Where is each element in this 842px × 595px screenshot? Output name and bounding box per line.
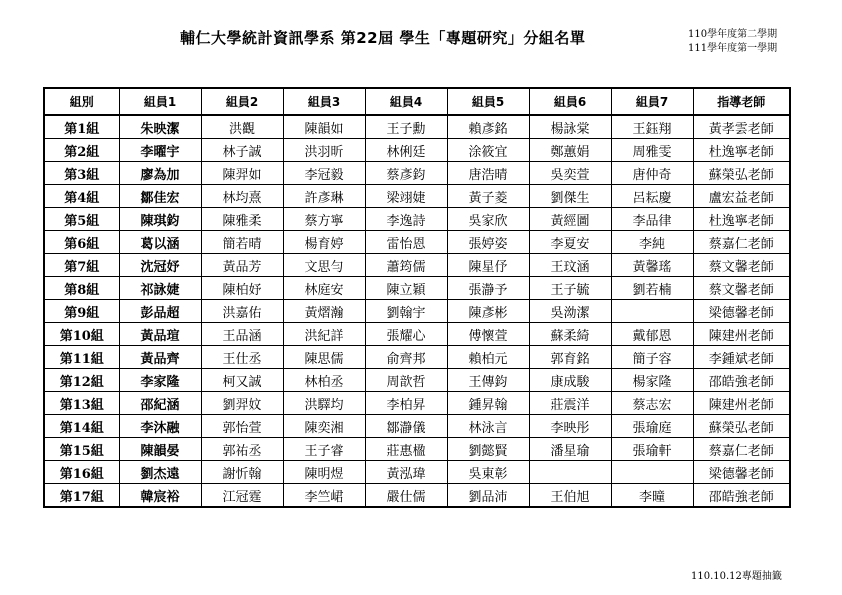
advisor-cell: 蔡嘉仁老師 <box>693 231 790 254</box>
member-cell: 李曈 <box>611 484 693 508</box>
table-row <box>44 300 790 323</box>
member-cell: 陳立穎 <box>365 277 447 300</box>
column-header-member6: 組員6 <box>529 88 611 115</box>
table-row <box>44 185 790 208</box>
member-cell: 呂耘慶 <box>611 185 693 208</box>
member-cell: 莊惠楹 <box>365 438 447 461</box>
member-cell: 許彥琳 <box>283 185 365 208</box>
member-cell: 唐仲奇 <box>611 162 693 185</box>
column-header-member4: 組員4 <box>365 88 447 115</box>
table-row <box>44 231 790 254</box>
member-cell: 吳家欣 <box>447 208 529 231</box>
group-id-cell: 第5組 <box>44 208 119 231</box>
table-row <box>44 484 790 508</box>
member-cell: 鄒佳宏 <box>119 185 201 208</box>
member-cell: 劉懿賢 <box>447 438 529 461</box>
member-cell: 王品涵 <box>201 323 283 346</box>
group-id-cell: 第4組 <box>44 185 119 208</box>
member-cell: 李逸詩 <box>365 208 447 231</box>
column-header-advisor: 指導老師 <box>693 88 790 115</box>
member-cell: 林柏丞 <box>283 369 365 392</box>
member-cell: 黃品齊 <box>119 346 201 369</box>
group-id-cell: 第1組 <box>44 115 119 139</box>
group-id-cell: 第13組 <box>44 392 119 415</box>
advisor-cell: 梁德馨老師 <box>693 300 790 323</box>
member-cell: 李家隆 <box>119 369 201 392</box>
table-header-row <box>44 88 790 115</box>
member-cell: 洪羽昕 <box>283 139 365 162</box>
group-id-cell: 第6組 <box>44 231 119 254</box>
member-cell: 黃品芳 <box>201 254 283 277</box>
member-cell: 李曜宇 <box>119 139 201 162</box>
member-cell: 林俐廷 <box>365 139 447 162</box>
member-cell <box>611 300 693 323</box>
advisor-cell: 蔡文馨老師 <box>693 254 790 277</box>
member-cell: 李柏昇 <box>365 392 447 415</box>
member-cell: 李竺峮 <box>283 484 365 508</box>
member-cell: 洪嘉佑 <box>201 300 283 323</box>
member-cell: 賴柏元 <box>447 346 529 369</box>
member-cell: 陳星伃 <box>447 254 529 277</box>
term-line: 110學年度第二學期 <box>688 29 778 40</box>
member-cell: 周雅雯 <box>611 139 693 162</box>
member-cell: 鄭蕙娟 <box>529 139 611 162</box>
member-cell: 劉傑生 <box>529 185 611 208</box>
advisor-cell: 蔡嘉仁老師 <box>693 438 790 461</box>
member-cell: 王傳鈞 <box>447 369 529 392</box>
member-cell: 劉若楠 <box>611 277 693 300</box>
table-row <box>44 392 790 415</box>
table-row <box>44 277 790 300</box>
member-cell: 葛以涵 <box>119 231 201 254</box>
column-header-member1: 組員1 <box>119 88 201 115</box>
member-cell: 楊家隆 <box>611 369 693 392</box>
member-cell: 黃泓瑋 <box>365 461 447 484</box>
member-cell: 楊育婷 <box>283 231 365 254</box>
member-cell <box>529 461 611 484</box>
table-row <box>44 346 790 369</box>
member-cell: 蔡志宏 <box>611 392 693 415</box>
member-cell: 張瑜軒 <box>611 438 693 461</box>
member-cell: 傅懷萱 <box>447 323 529 346</box>
column-header-member3: 組員3 <box>283 88 365 115</box>
member-cell: 蔡彥鈞 <box>365 162 447 185</box>
member-cell: 張瀞予 <box>447 277 529 300</box>
group-id-cell: 第14組 <box>44 415 119 438</box>
member-cell: 雷怡恩 <box>365 231 447 254</box>
term-line: 111學年度第一學期 <box>688 43 778 54</box>
member-cell: 王仕丞 <box>201 346 283 369</box>
table-row <box>44 254 790 277</box>
group-id-cell: 第11組 <box>44 346 119 369</box>
member-cell: 洪驛均 <box>283 392 365 415</box>
member-cell: 賴彥銘 <box>447 115 529 139</box>
column-header-member5: 組員5 <box>447 88 529 115</box>
member-cell: 廖為加 <box>119 162 201 185</box>
member-cell: 張婷姿 <box>447 231 529 254</box>
member-cell: 劉杰遠 <box>119 461 201 484</box>
member-cell: 楊詠棠 <box>529 115 611 139</box>
member-cell: 簡子容 <box>611 346 693 369</box>
group-roster-table <box>43 87 791 508</box>
member-cell: 謝忻翰 <box>201 461 283 484</box>
group-id-cell: 第7組 <box>44 254 119 277</box>
member-cell: 王玟涵 <box>529 254 611 277</box>
advisor-cell: 陳建州老師 <box>693 392 790 415</box>
member-cell: 陳彥彬 <box>447 300 529 323</box>
member-cell: 俞齊邦 <box>365 346 447 369</box>
member-cell: 祁詠婕 <box>119 277 201 300</box>
member-cell: 陳韻晏 <box>119 438 201 461</box>
member-cell: 陳柏妤 <box>201 277 283 300</box>
member-cell: 林庭安 <box>283 277 365 300</box>
advisor-cell: 黃孝雲老師 <box>693 115 790 139</box>
member-cell: 劉羿妏 <box>201 392 283 415</box>
member-cell: 陳羿如 <box>201 162 283 185</box>
member-cell: 莊震洋 <box>529 392 611 415</box>
member-cell: 黃馨瑤 <box>611 254 693 277</box>
table-row <box>44 115 790 139</box>
member-cell: 洪觀 <box>201 115 283 139</box>
group-id-cell: 第8組 <box>44 277 119 300</box>
column-header-member7: 組員7 <box>611 88 693 115</box>
table-row <box>44 139 790 162</box>
group-id-cell: 第12組 <box>44 369 119 392</box>
member-cell: 陳雅柔 <box>201 208 283 231</box>
group-id-cell: 第9組 <box>44 300 119 323</box>
advisor-cell: 邵皓強老師 <box>693 369 790 392</box>
member-cell: 陳奕湘 <box>283 415 365 438</box>
member-cell: 王子毓 <box>529 277 611 300</box>
member-cell: 黃子菱 <box>447 185 529 208</box>
member-cell: 朱映潔 <box>119 115 201 139</box>
advisor-cell: 蘇榮弘老師 <box>693 415 790 438</box>
member-cell: 簡若晴 <box>201 231 283 254</box>
group-id-cell: 第17組 <box>44 484 119 508</box>
member-cell: 潘星瑜 <box>529 438 611 461</box>
member-cell: 王伯旭 <box>529 484 611 508</box>
member-cell: 戴郁恩 <box>611 323 693 346</box>
member-cell: 張耀心 <box>365 323 447 346</box>
advisor-cell: 杜逸寧老師 <box>693 208 790 231</box>
member-cell: 蔡方寧 <box>283 208 365 231</box>
advisor-cell: 梁德馨老師 <box>693 461 790 484</box>
member-cell: 涂筱宜 <box>447 139 529 162</box>
table-row <box>44 461 790 484</box>
group-id-cell: 第16組 <box>44 461 119 484</box>
academic-terms <box>688 28 777 56</box>
column-header-group: 組別 <box>44 88 119 115</box>
advisor-cell: 陳建州老師 <box>693 323 790 346</box>
member-cell: 康成駿 <box>529 369 611 392</box>
footer-note: 110.10.12專題抽籤 <box>691 571 782 582</box>
member-cell: 林泳言 <box>447 415 529 438</box>
member-cell: 嚴仕儒 <box>365 484 447 508</box>
member-cell: 陳琪鈞 <box>119 208 201 231</box>
member-cell: 彭品超 <box>119 300 201 323</box>
group-id-cell: 第15組 <box>44 438 119 461</box>
member-cell: 劉品沛 <box>447 484 529 508</box>
advisor-cell: 杜逸寧老師 <box>693 139 790 162</box>
member-cell: 梁翊婕 <box>365 185 447 208</box>
member-cell: 陳明煜 <box>283 461 365 484</box>
member-cell: 沈冠妤 <box>119 254 201 277</box>
member-cell: 唐浩晴 <box>447 162 529 185</box>
member-cell: 張瑜庭 <box>611 415 693 438</box>
member-cell: 韓宸裕 <box>119 484 201 508</box>
member-cell: 蕭筠儒 <box>365 254 447 277</box>
table-row <box>44 369 790 392</box>
member-cell: 黃品瑄 <box>119 323 201 346</box>
member-cell: 黃經圖 <box>529 208 611 231</box>
member-cell: 郭怡萱 <box>201 415 283 438</box>
member-cell: 吳奕萱 <box>529 162 611 185</box>
member-cell: 林子誠 <box>201 139 283 162</box>
column-header-member2: 組員2 <box>201 88 283 115</box>
member-cell: 王鈺翔 <box>611 115 693 139</box>
member-cell: 李沐融 <box>119 415 201 438</box>
member-cell <box>611 461 693 484</box>
member-cell: 文思勻 <box>283 254 365 277</box>
advisor-cell: 蔡文馨老師 <box>693 277 790 300</box>
member-cell: 吳泑潔 <box>529 300 611 323</box>
member-cell: 黃熠瀚 <box>283 300 365 323</box>
member-cell: 陳韻如 <box>283 115 365 139</box>
member-cell: 郭祐丞 <box>201 438 283 461</box>
advisor-cell: 盧宏益老師 <box>693 185 790 208</box>
member-cell: 鍾昇翰 <box>447 392 529 415</box>
member-cell: 王子勳 <box>365 115 447 139</box>
member-cell: 李純 <box>611 231 693 254</box>
member-cell: 洪紀詳 <box>283 323 365 346</box>
member-cell: 吳東彰 <box>447 461 529 484</box>
table-row <box>44 438 790 461</box>
member-cell: 郭育銘 <box>529 346 611 369</box>
member-cell: 李冠毅 <box>283 162 365 185</box>
member-cell: 林均熹 <box>201 185 283 208</box>
member-cell: 李品律 <box>611 208 693 231</box>
group-id-cell: 第2組 <box>44 139 119 162</box>
table-body <box>44 115 790 507</box>
group-id-cell: 第10組 <box>44 323 119 346</box>
member-cell: 李夏安 <box>529 231 611 254</box>
member-cell: 江冠霆 <box>201 484 283 508</box>
member-cell: 陳思儒 <box>283 346 365 369</box>
member-cell: 鄒瀞儀 <box>365 415 447 438</box>
table-row <box>44 415 790 438</box>
member-cell: 王子睿 <box>283 438 365 461</box>
member-cell: 蘇柔綺 <box>529 323 611 346</box>
table-row <box>44 162 790 185</box>
advisor-cell: 邵皓強老師 <box>693 484 790 508</box>
member-cell: 劉翰宇 <box>365 300 447 323</box>
member-cell: 邵紀涵 <box>119 392 201 415</box>
group-id-cell: 第3組 <box>44 162 119 185</box>
table-row <box>44 323 790 346</box>
member-cell: 柯又誠 <box>201 369 283 392</box>
table-row <box>44 208 790 231</box>
document-title: 輔仁大學統計資訊學系 第22屆 學生「專題研究」分組名單 <box>180 29 586 47</box>
advisor-cell: 蘇榮弘老師 <box>693 162 790 185</box>
member-cell: 李映彤 <box>529 415 611 438</box>
advisor-cell: 李鍾斌老師 <box>693 346 790 369</box>
member-cell: 周歆哲 <box>365 369 447 392</box>
